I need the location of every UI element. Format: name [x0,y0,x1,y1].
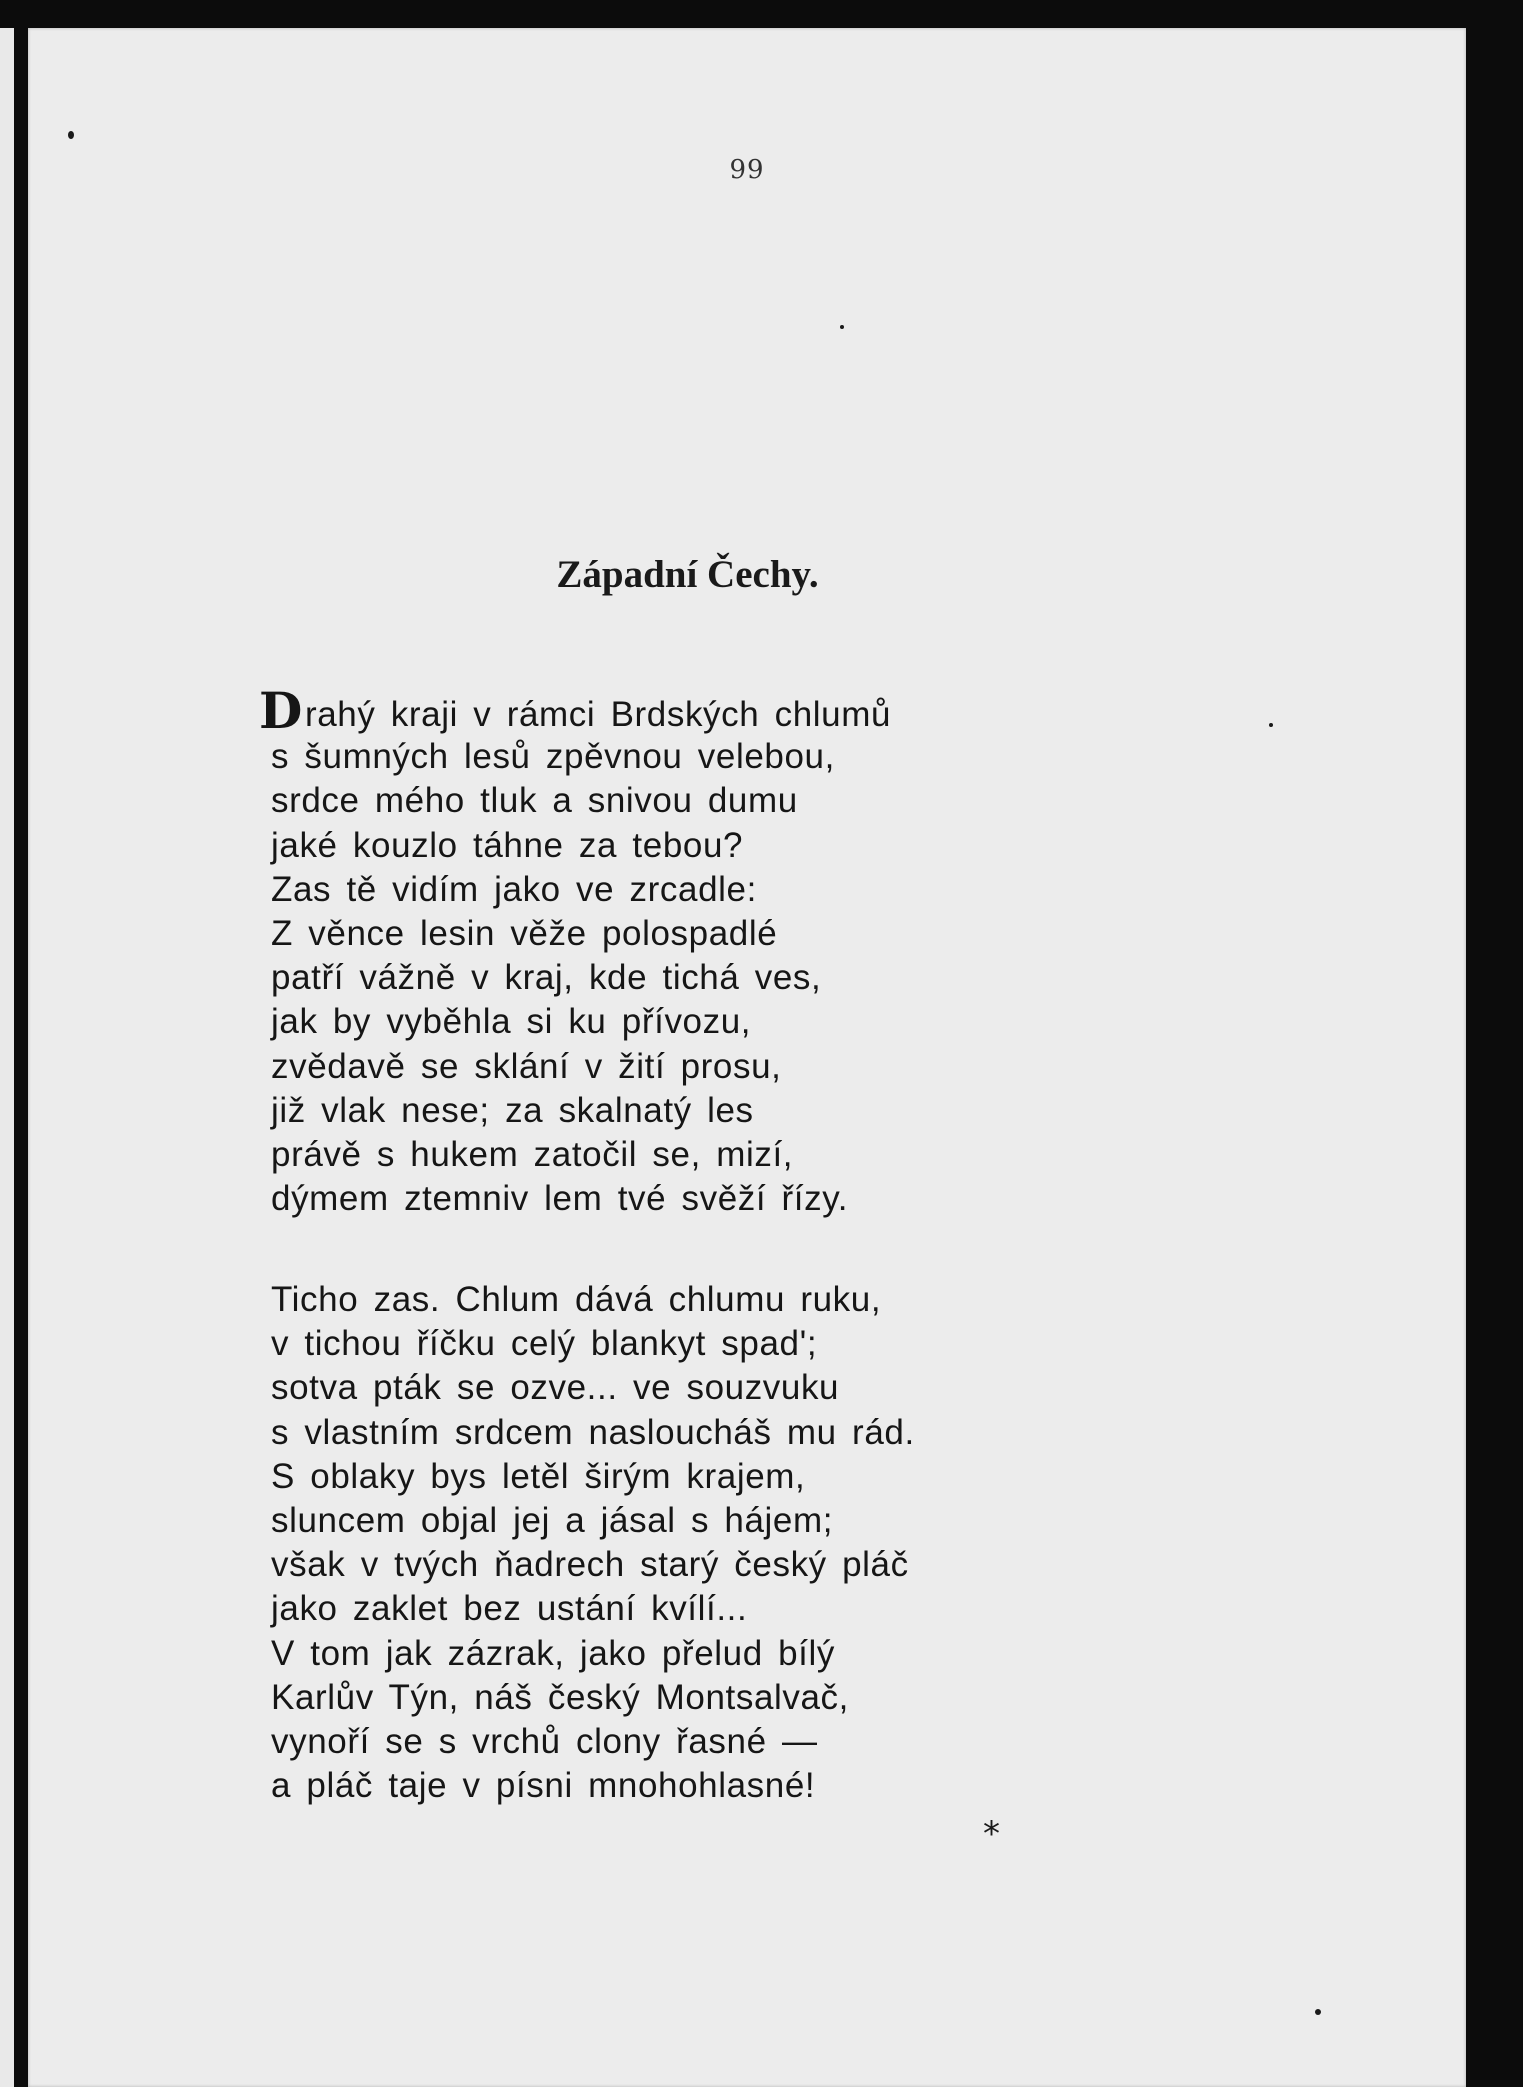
poem-title: Západní Čechy. [556,553,819,596]
poem-line: Z věnce lesin věže polospadlé [271,913,778,953]
poem-line: srdce mého tluk a snivou dumu [271,781,798,821]
poem-line: zvědavě se sklání v žití prosu, [271,1046,782,1086]
poem-line: v tichou říčku celý blankyt spad'; [271,1324,818,1364]
poem-line: dýmem ztemniv lem tvé svěží řízy. [271,1179,849,1219]
poem-line: s vlastním srdcem nasloucháš mu rád. [271,1412,915,1452]
adjacent-page-edge [0,28,14,2087]
poem-line: patří vážně v kraj, kde tichá ves, [271,958,822,998]
poem-line: S oblaky bys letěl širým krajem, [271,1456,806,1496]
poem-line: V tom jak zázrak, jako přelud bílý [271,1633,835,1673]
poem-line: Karlův Týn, náš český Montsalvač, [271,1677,849,1717]
scan-speck [840,325,844,329]
poem-line: právě s hukem zatočil se, mizí, [271,1134,794,1174]
poem-stanza-1 [259,681,892,1221]
poem-line: vynoří se s vrchů clony řasné — [271,1721,818,1761]
poem-line: jak by vyběhla si ku přívozu, [271,1002,752,1042]
drop-capital: D [259,681,303,740]
poem-line: sotva pták se ozve... ve souzvuku [271,1368,840,1408]
poem-line: jaké kouzlo táhne za tebou? [271,825,744,865]
poem-line: však v tvých ňadrech starý český pláč [271,1545,909,1585]
poem-line: již vlak nese; za skalnatý les [271,1090,754,1130]
poem-stanza-2 [271,1278,915,1808]
asterisk-ornament: * [983,1814,1000,1854]
poem-line: sluncem objal jej a jásal s hájem; [271,1500,834,1540]
page-number: 99 [729,155,765,185]
poem-line: jako zaklet bez ustání kvílí... [271,1589,748,1629]
first-line-text: rahý kraji v rámci Brdských chlumů [304,695,892,734]
poem-line: a pláč taje v písni mnohohlasné! [271,1766,816,1806]
poem-line: Ticho zas. Chlum dává chlumu ruku, [271,1280,882,1319]
scan-speck [1315,2009,1321,2015]
scan-speck [1269,723,1273,727]
poem-line-first [259,681,892,740]
book-page [28,28,1466,2087]
scan-speck [68,131,74,139]
poem-line: Zas tě vidím jako ve zrcadle: [271,869,757,909]
poem-line: s šumných lesů zpěvnou velebou, [271,737,835,777]
